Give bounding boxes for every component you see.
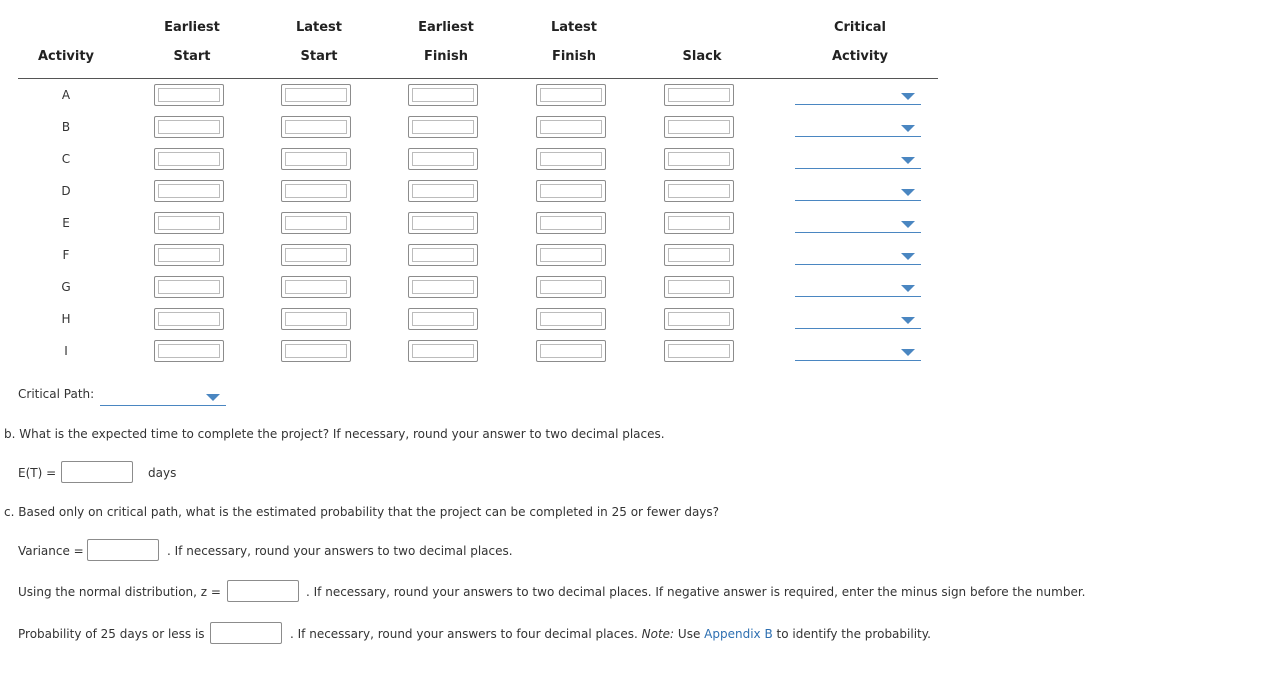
slack-input[interactable] bbox=[664, 116, 734, 138]
part-b-question: b. What is the expected time to complete the project? If necessary, round your answer to two decimal places. bbox=[4, 427, 665, 441]
input-inner-border bbox=[412, 184, 474, 198]
earliest-finish-input[interactable] bbox=[408, 84, 478, 106]
latest-finish-input[interactable] bbox=[536, 180, 606, 202]
earliest-start-input[interactable] bbox=[154, 116, 224, 138]
slack-input[interactable] bbox=[664, 308, 734, 330]
latest-finish-input[interactable] bbox=[536, 340, 606, 362]
latest-start-input[interactable] bbox=[281, 276, 351, 298]
input-inner-border bbox=[540, 216, 602, 230]
earliest-finish-input[interactable] bbox=[408, 148, 478, 170]
activity-label: D bbox=[61, 184, 71, 198]
header-divider bbox=[18, 78, 938, 79]
input-inner-border bbox=[158, 120, 220, 134]
input-inner-border bbox=[668, 120, 730, 134]
latest-start-input[interactable] bbox=[281, 308, 351, 330]
input-inner-border bbox=[158, 344, 220, 358]
input-inner-border bbox=[540, 120, 602, 134]
slack-input[interactable] bbox=[664, 180, 734, 202]
activity-label: A bbox=[61, 88, 71, 102]
input-inner-border bbox=[285, 120, 347, 134]
variance-note: . If necessary, round your answers to two decimal places. bbox=[167, 544, 513, 558]
latest-start-input[interactable] bbox=[281, 180, 351, 202]
activity-label: H bbox=[61, 312, 71, 326]
header-latest-finish-line1: Latest bbox=[550, 20, 598, 35]
input-inner-border bbox=[412, 312, 474, 326]
chevron-down-icon bbox=[901, 349, 915, 356]
slack-input[interactable] bbox=[664, 212, 734, 234]
input-inner-border bbox=[668, 280, 730, 294]
input-inner-border bbox=[540, 312, 602, 326]
latest-finish-input[interactable] bbox=[536, 84, 606, 106]
input-inner-border bbox=[412, 280, 474, 294]
input-inner-border bbox=[540, 280, 602, 294]
latest-finish-input[interactable] bbox=[536, 308, 606, 330]
header-critical-activity-line2: Activity bbox=[831, 49, 889, 64]
slack-input[interactable] bbox=[664, 244, 734, 266]
input-inner-border bbox=[412, 152, 474, 166]
chevron-down-icon bbox=[901, 317, 915, 324]
probability-input[interactable] bbox=[210, 622, 282, 644]
header-earliest-finish-line2: Finish bbox=[423, 49, 469, 64]
slack-input[interactable] bbox=[664, 340, 734, 362]
critical-activity-dropdown[interactable] bbox=[795, 152, 921, 169]
latest-start-input[interactable] bbox=[281, 244, 351, 266]
days-unit: days bbox=[148, 466, 177, 480]
chevron-down-icon bbox=[901, 189, 915, 196]
input-inner-border bbox=[668, 184, 730, 198]
earliest-start-input[interactable] bbox=[154, 148, 224, 170]
input-inner-border bbox=[158, 248, 220, 262]
input-inner-border bbox=[158, 312, 220, 326]
probability-note-post: to identify the probability. bbox=[776, 627, 931, 641]
earliest-start-input[interactable] bbox=[154, 180, 224, 202]
activity-label: F bbox=[62, 248, 70, 262]
input-inner-border bbox=[285, 152, 347, 166]
variance-label: Variance = bbox=[18, 544, 84, 558]
input-inner-border bbox=[285, 216, 347, 230]
activity-label: C bbox=[61, 152, 71, 166]
latest-start-input[interactable] bbox=[281, 116, 351, 138]
critical-activity-dropdown[interactable] bbox=[795, 88, 921, 105]
earliest-start-input[interactable] bbox=[154, 308, 224, 330]
latest-start-input[interactable] bbox=[281, 148, 351, 170]
slack-input[interactable] bbox=[664, 148, 734, 170]
chevron-down-icon bbox=[901, 253, 915, 260]
header-activity: Activity bbox=[37, 49, 95, 64]
input-inner-border bbox=[285, 280, 347, 294]
input-inner-border bbox=[668, 216, 730, 230]
latest-finish-input[interactable] bbox=[536, 116, 606, 138]
header-slack: Slack bbox=[682, 49, 722, 64]
input-inner-border bbox=[412, 88, 474, 102]
critical-activity-dropdown[interactable] bbox=[795, 312, 921, 329]
earliest-finish-input[interactable] bbox=[408, 244, 478, 266]
z-input[interactable] bbox=[227, 580, 299, 602]
input-inner-border bbox=[285, 88, 347, 102]
latest-finish-input[interactable] bbox=[536, 148, 606, 170]
critical-activity-dropdown[interactable] bbox=[795, 120, 921, 137]
header-critical-activity-line1: Critical bbox=[833, 20, 886, 35]
earliest-start-input[interactable] bbox=[154, 276, 224, 298]
latest-finish-input[interactable] bbox=[536, 212, 606, 234]
earliest-finish-input[interactable] bbox=[408, 340, 478, 362]
probability-label: Probability of 25 days or less is bbox=[18, 627, 205, 641]
header-latest-start-line1: Latest bbox=[295, 20, 343, 35]
probability-note bbox=[290, 627, 931, 641]
chevron-down-icon bbox=[901, 285, 915, 292]
header-latest-start-line2: Start bbox=[300, 49, 338, 64]
latest-start-input[interactable] bbox=[281, 84, 351, 106]
earliest-start-input[interactable] bbox=[154, 84, 224, 106]
probability-note-pre: . If necessary, round your answers to four decimal places. bbox=[290, 627, 638, 641]
input-inner-border bbox=[412, 120, 474, 134]
latest-finish-input[interactable] bbox=[536, 244, 606, 266]
critical-activity-dropdown[interactable] bbox=[795, 344, 921, 361]
input-inner-border bbox=[668, 152, 730, 166]
probability-note-use: Use bbox=[677, 627, 701, 641]
chevron-down-icon bbox=[901, 93, 915, 100]
activity-label: B bbox=[61, 120, 71, 134]
input-inner-border bbox=[285, 248, 347, 262]
earliest-finish-input[interactable] bbox=[408, 180, 478, 202]
input-inner-border bbox=[158, 184, 220, 198]
input-inner-border bbox=[540, 88, 602, 102]
header-earliest-start-line1: Earliest bbox=[164, 20, 220, 35]
critical-activity-dropdown[interactable] bbox=[795, 184, 921, 201]
chevron-down-icon bbox=[901, 221, 915, 228]
slack-input[interactable] bbox=[664, 84, 734, 106]
activity-label: I bbox=[64, 344, 68, 358]
input-inner-border bbox=[412, 248, 474, 262]
critical-path-dropdown[interactable] bbox=[100, 389, 226, 406]
appendix-b-link[interactable]: Appendix B bbox=[704, 627, 773, 641]
critical-activity-dropdown[interactable] bbox=[795, 280, 921, 297]
chevron-down-icon bbox=[901, 125, 915, 132]
critical-activity-dropdown[interactable] bbox=[795, 216, 921, 233]
expected-time-input[interactable] bbox=[61, 461, 133, 483]
input-inner-border bbox=[540, 184, 602, 198]
input-inner-border bbox=[668, 248, 730, 262]
input-inner-border bbox=[285, 312, 347, 326]
earliest-finish-input[interactable] bbox=[408, 308, 478, 330]
input-inner-border bbox=[412, 344, 474, 358]
critical-path-label: Critical Path: bbox=[18, 387, 95, 401]
input-inner-border bbox=[285, 184, 347, 198]
activity-label: G bbox=[61, 280, 71, 294]
critical-activity-dropdown[interactable] bbox=[795, 248, 921, 265]
input-inner-border bbox=[285, 344, 347, 358]
input-inner-border bbox=[540, 248, 602, 262]
chevron-down-icon bbox=[206, 394, 220, 401]
input-inner-border bbox=[158, 216, 220, 230]
earliest-start-input[interactable] bbox=[154, 340, 224, 362]
latest-start-input[interactable] bbox=[281, 212, 351, 234]
input-inner-border bbox=[668, 344, 730, 358]
z-note: . If necessary, round your answers to two decimal places. If negative answer is required, enter the minus sign before the number. bbox=[306, 585, 1086, 599]
input-inner-border bbox=[412, 216, 474, 230]
et-label: E(T) = bbox=[18, 466, 57, 480]
input-inner-border bbox=[158, 280, 220, 294]
z-label: Using the normal distribution, z = bbox=[18, 585, 221, 599]
earliest-start-input[interactable] bbox=[154, 212, 224, 234]
header-earliest-start-line2: Start bbox=[173, 49, 211, 64]
latest-start-input[interactable] bbox=[281, 340, 351, 362]
latest-finish-input[interactable] bbox=[536, 276, 606, 298]
activity-label: E bbox=[62, 216, 70, 230]
chevron-down-icon bbox=[901, 157, 915, 164]
input-inner-border bbox=[158, 88, 220, 102]
input-inner-border bbox=[668, 312, 730, 326]
input-inner-border bbox=[540, 344, 602, 358]
header-earliest-finish-line1: Earliest bbox=[418, 20, 474, 35]
earliest-start-input[interactable] bbox=[154, 244, 224, 266]
input-inner-border bbox=[540, 152, 602, 166]
input-inner-border bbox=[158, 152, 220, 166]
variance-input[interactable] bbox=[87, 539, 159, 561]
input-inner-border bbox=[668, 88, 730, 102]
earliest-finish-input[interactable] bbox=[408, 276, 478, 298]
slack-input[interactable] bbox=[664, 276, 734, 298]
probability-note-italic: Note: bbox=[641, 627, 675, 641]
part-c-question: c. Based only on critical path, what is the estimated probability that the project can be completed in 25 or fewer days? bbox=[4, 505, 720, 519]
earliest-finish-input[interactable] bbox=[408, 212, 478, 234]
earliest-finish-input[interactable] bbox=[408, 116, 478, 138]
header-latest-finish-line2: Finish bbox=[551, 49, 597, 64]
